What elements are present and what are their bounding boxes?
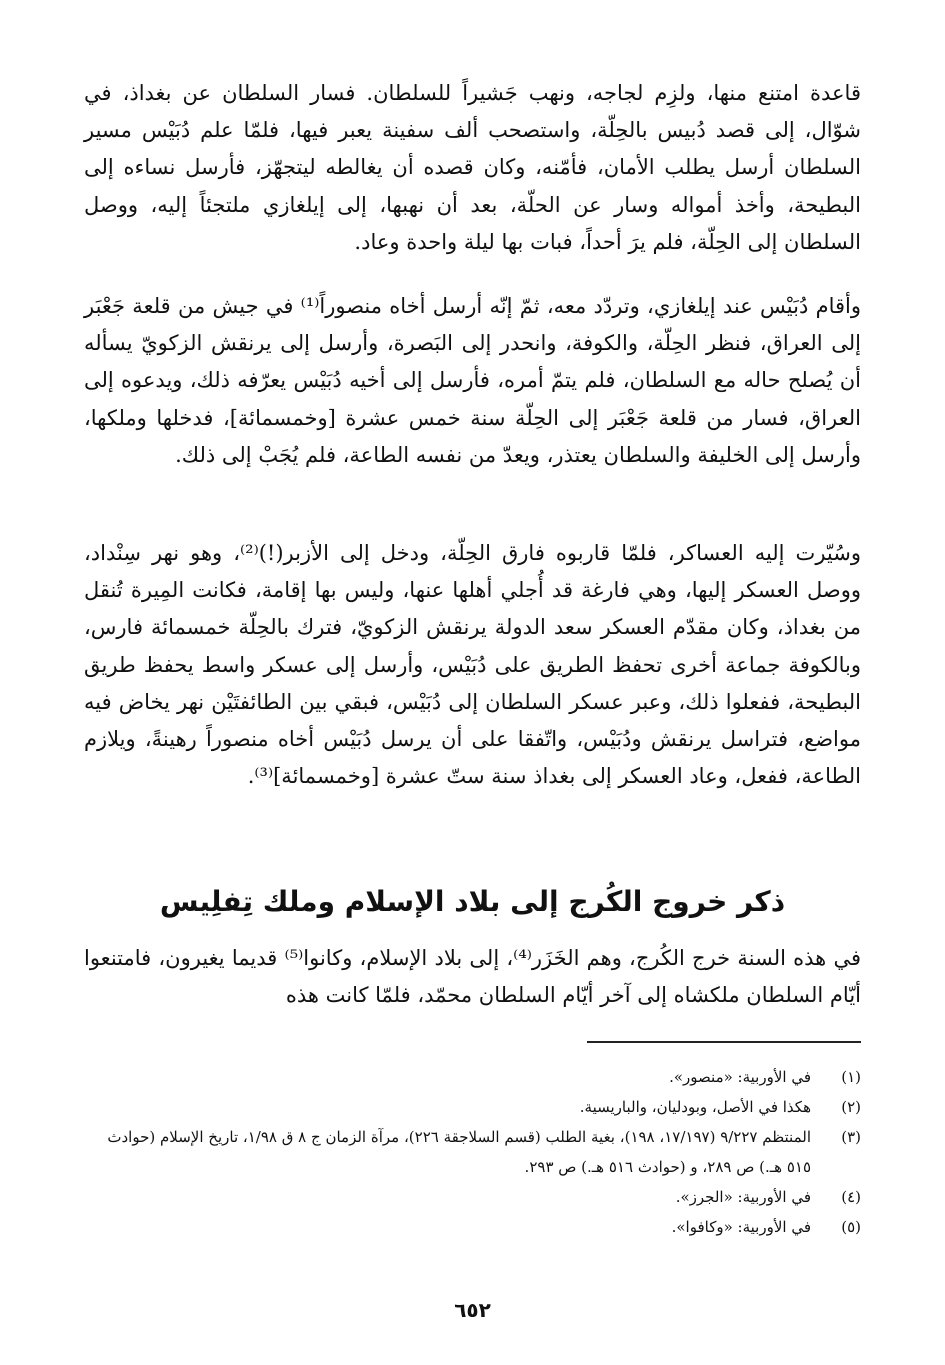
footnote-item bbox=[84, 1212, 861, 1242]
footnote-text: في الأوربية: «وكافوا». bbox=[671, 1218, 811, 1236]
footnote-item bbox=[84, 1092, 861, 1122]
footnote-number: (١) bbox=[841, 1068, 861, 1086]
footnote-text: في الأوربية: «منصور». bbox=[669, 1068, 811, 1086]
footnote-number: (٤) bbox=[841, 1188, 861, 1206]
footnote-item bbox=[84, 1122, 861, 1182]
footnote-item bbox=[84, 1182, 861, 1212]
footnote-text: في الأوربية: «الجرز». bbox=[675, 1188, 811, 1206]
paragraph-1: قاعدة امتنع منها، ولزِم لجاجه، ونهب جَشيراً للسلطان. فسار السلطان عن بغداذ، في شوّال، إلى قصد دُبيس بالحِلّة، واستصحب ألف سفينة يعبر فيها، فلمّا علم دُبَيْس مسير السلطان أرسل يطلب الأمان، فأمّنه، وكان قصده أن يغالطه ليتجهّز، فأرسل نساءه إلى البطيحة، وأخذ أمواله وسار عن الحلّة، بعد أن نهبها، إلى إيلغازي ملتجئاً إليه، ووصل السلطان إلى الحِلّة، فلم يرَ أحداً، فبات بها ليلة واحدة وعاد. bbox=[84, 81, 861, 254]
page-number: ٦٥٢ bbox=[454, 1298, 491, 1322]
footnotes-list bbox=[84, 1062, 861, 1242]
footnote-number: (٥) bbox=[841, 1218, 861, 1236]
footnote-divider bbox=[587, 1041, 861, 1043]
paragraph-3: وسُيّرت إليه العساكر، فلمّا قاربوه فارق الحِلّة، ودخل إلى الأزبر(!)⁽²⁾، وهو نهر سِنْداد، ووصل العسكر إليها، وهي فارغة قد أُجلي أهلها عنها، وليس بها إقامة، فكانت المِيرة تُنقل من بغداذ، وكان مقدّم العسكر سعد الدولة يرنقش الزكويّ، فترك بالحِلّة خمسمائة فارس، وبالكوفة جماعة أخرى تحفظ الطريق على دُبَيْس، وأرسل إلى عسكر واسط يحفظ طريق البطيحة، ففعلوا ذلك، وعبر عسكر السلطان إلى دُبَيْس، فبقي بين الطائفتَيْن نهر يخاض فيه مواضع، فتراسل يرنقش ودُبَيْس، واتّفقا على أن يرسل دُبَيْس أخاه منصوراً رهينةً، ويلازم الطاعة، ففعل، وعاد العسكر إلى بغداذ سنة ستّ عشرة [وخمسمائة]⁽³⁾. bbox=[84, 541, 861, 789]
footnote-text: المنتظم ٩/٢٢٧ (١٧/١٩٧، ١٩٨)، بغية الطلب (قسم السلاجقة ٢٢٦)، مرآة الزمان ج ٨ ق ١/٩٨، تاريخ الإسلام (حوادث ٥١٥ هـ.) ص ٢٨٩، و (حوادث ٥١٦ هـ.) ص ٢٩٣. bbox=[107, 1128, 811, 1176]
footnote-item bbox=[84, 1062, 861, 1092]
footnote-number: (٢) bbox=[841, 1098, 861, 1116]
section-heading: ذكر خروج الكُرج إلى بلاد الإسلام وملك تِفلِيس bbox=[159, 885, 786, 918]
footnote-number: (٣) bbox=[841, 1128, 861, 1146]
paragraph-2: وأقام دُبَيْس عند إيلغازي، وتردّد معه، ثمّ إنّه أرسل أخاه منصوراً⁽¹⁾ في جيش من قلعة جَعْبَر إلى العراق، فنظر الحِلّة، والكوفة، وانحدر إلى البَصرة، وأرسل إلى يرنقش الزكويّ يسأله أن يُصلح حاله مع السلطان، فلم يتمّ أمره، فأرسل إلى أخيه دُبَيْس يعرّفه ذلك، ويدعوه إلى العراق، فسار من قلعة جَعْبَر إلى الحِلّة سنة خمس عشرة [وخمسمائة]، فدخلها وملكها، وأرسل إلى الخليفة والسلطان يعتذر، ويعدّ من نفسه الطاعة، فلم يُجَبْ إلى ذلك. bbox=[84, 294, 861, 467]
section-paragraph: في هذه السنة خرج الكُرج، وهم الخَزَر⁽⁴⁾، إلى بلاد الإسلام، وكانوا⁽⁵⁾ قديما يغيرون، فامتنعوا أيّام السلطان ملكشاه إلى آخر أيّام السلطان محمّد، فلمّا كانت هذه bbox=[84, 946, 862, 1008]
footnote-text: هكذا في الأصل، وبودليان، والباريسية. bbox=[579, 1098, 811, 1116]
